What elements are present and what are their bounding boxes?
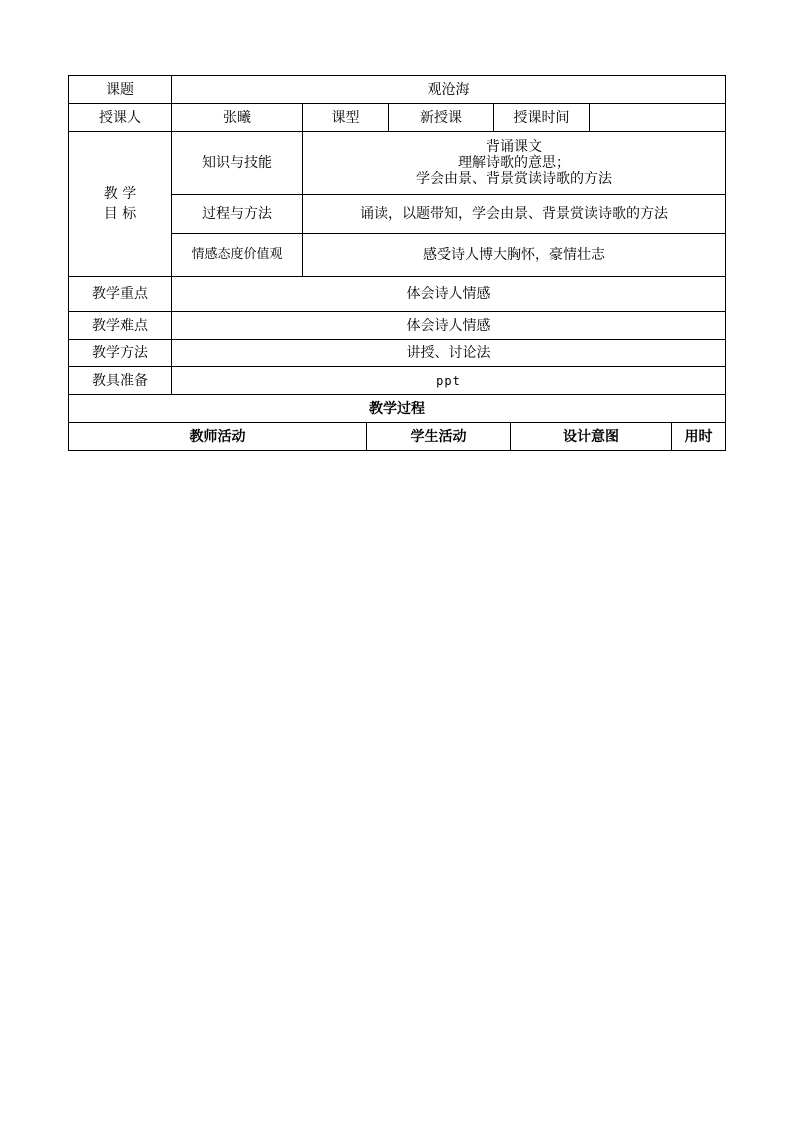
method-value-cell <box>171 339 726 367</box>
type-value-cell <box>388 103 494 132</box>
header-design-intent-cell <box>510 422 672 451</box>
method-label-cell <box>68 339 172 367</box>
objective-emotion-value: 感受诗人博大胸怀，豪情壮志 <box>423 247 605 263</box>
type-value: 新授课 <box>420 109 462 126</box>
objective-knowledge-value-cell <box>302 131 726 195</box>
time-value-cell <box>589 103 726 132</box>
time-label: 授课时间 <box>513 109 570 126</box>
objective-process-label: 过程与方法 <box>202 206 272 222</box>
header-teacher-activity-cell <box>68 422 367 451</box>
objectives-label-cell <box>68 131 172 277</box>
difficulty-value: 体会诗人情感 <box>406 317 491 334</box>
header-teacher-activity: 教师活动 <box>189 428 246 445</box>
topic-label: 课题 <box>106 81 134 98</box>
teacher-label: 授课人 <box>99 109 141 126</box>
teacher-value: 张曦 <box>223 109 251 126</box>
method-value: 讲授、讨论法 <box>406 345 491 361</box>
topic-value-cell <box>171 75 726 104</box>
type-label: 课型 <box>331 109 360 126</box>
key-point-label: 教学重点 <box>92 286 148 302</box>
teacher-value-cell <box>171 103 303 132</box>
difficulty-value-cell <box>171 311 726 340</box>
method-label: 教学方法 <box>92 345 148 361</box>
objective-emotion-value-cell <box>302 233 726 277</box>
objective-knowledge-line1: 背诵课文 <box>486 139 542 155</box>
tools-label-cell <box>68 366 172 395</box>
tools-value-cell <box>171 366 726 395</box>
tools-label: 教具准备 <box>92 372 148 389</box>
objectives-label-line2: 目 标 <box>103 206 137 222</box>
objective-knowledge-label-cell <box>171 131 303 195</box>
teacher-label-cell <box>68 103 172 132</box>
objective-knowledge-line2: 理解诗歌的意思； <box>458 155 570 171</box>
objectives-label-line1: 教 学 <box>103 186 137 202</box>
header-student-activity-cell <box>366 422 511 451</box>
objective-emotion-label: 情感态度价值观 <box>191 247 283 262</box>
objective-knowledge-line3: 学会由景、背景赏读诗歌的方法 <box>416 171 612 187</box>
objective-emotion-label-cell <box>171 233 303 277</box>
header-design-intent: 设计意图 <box>563 428 619 445</box>
header-student-activity: 学生活动 <box>410 428 467 445</box>
topic-value: 观沧海 <box>427 81 470 98</box>
header-time-used: 用时 <box>684 428 713 445</box>
objective-process-value: 诵读，以题带知，学会由景、背景赏读诗歌的方法 <box>360 206 668 222</box>
difficulty-label: 教学难点 <box>92 317 148 334</box>
objective-knowledge-label: 知识与技能 <box>202 155 272 171</box>
objective-process-value-cell <box>302 194 726 234</box>
process-title: 教学过程 <box>369 400 425 417</box>
difficulty-label-cell <box>68 311 172 340</box>
objective-process-label-cell <box>171 194 303 234</box>
topic-label-cell <box>68 75 172 104</box>
header-time-used-cell <box>671 422 726 451</box>
time-label-cell <box>493 103 590 132</box>
key-point-value: 体会诗人情感 <box>406 286 491 302</box>
tools-value: ppt <box>436 373 461 388</box>
type-label-cell <box>302 103 389 132</box>
key-point-value-cell <box>171 276 726 312</box>
key-point-label-cell <box>68 276 172 312</box>
process-title-cell <box>68 394 726 423</box>
